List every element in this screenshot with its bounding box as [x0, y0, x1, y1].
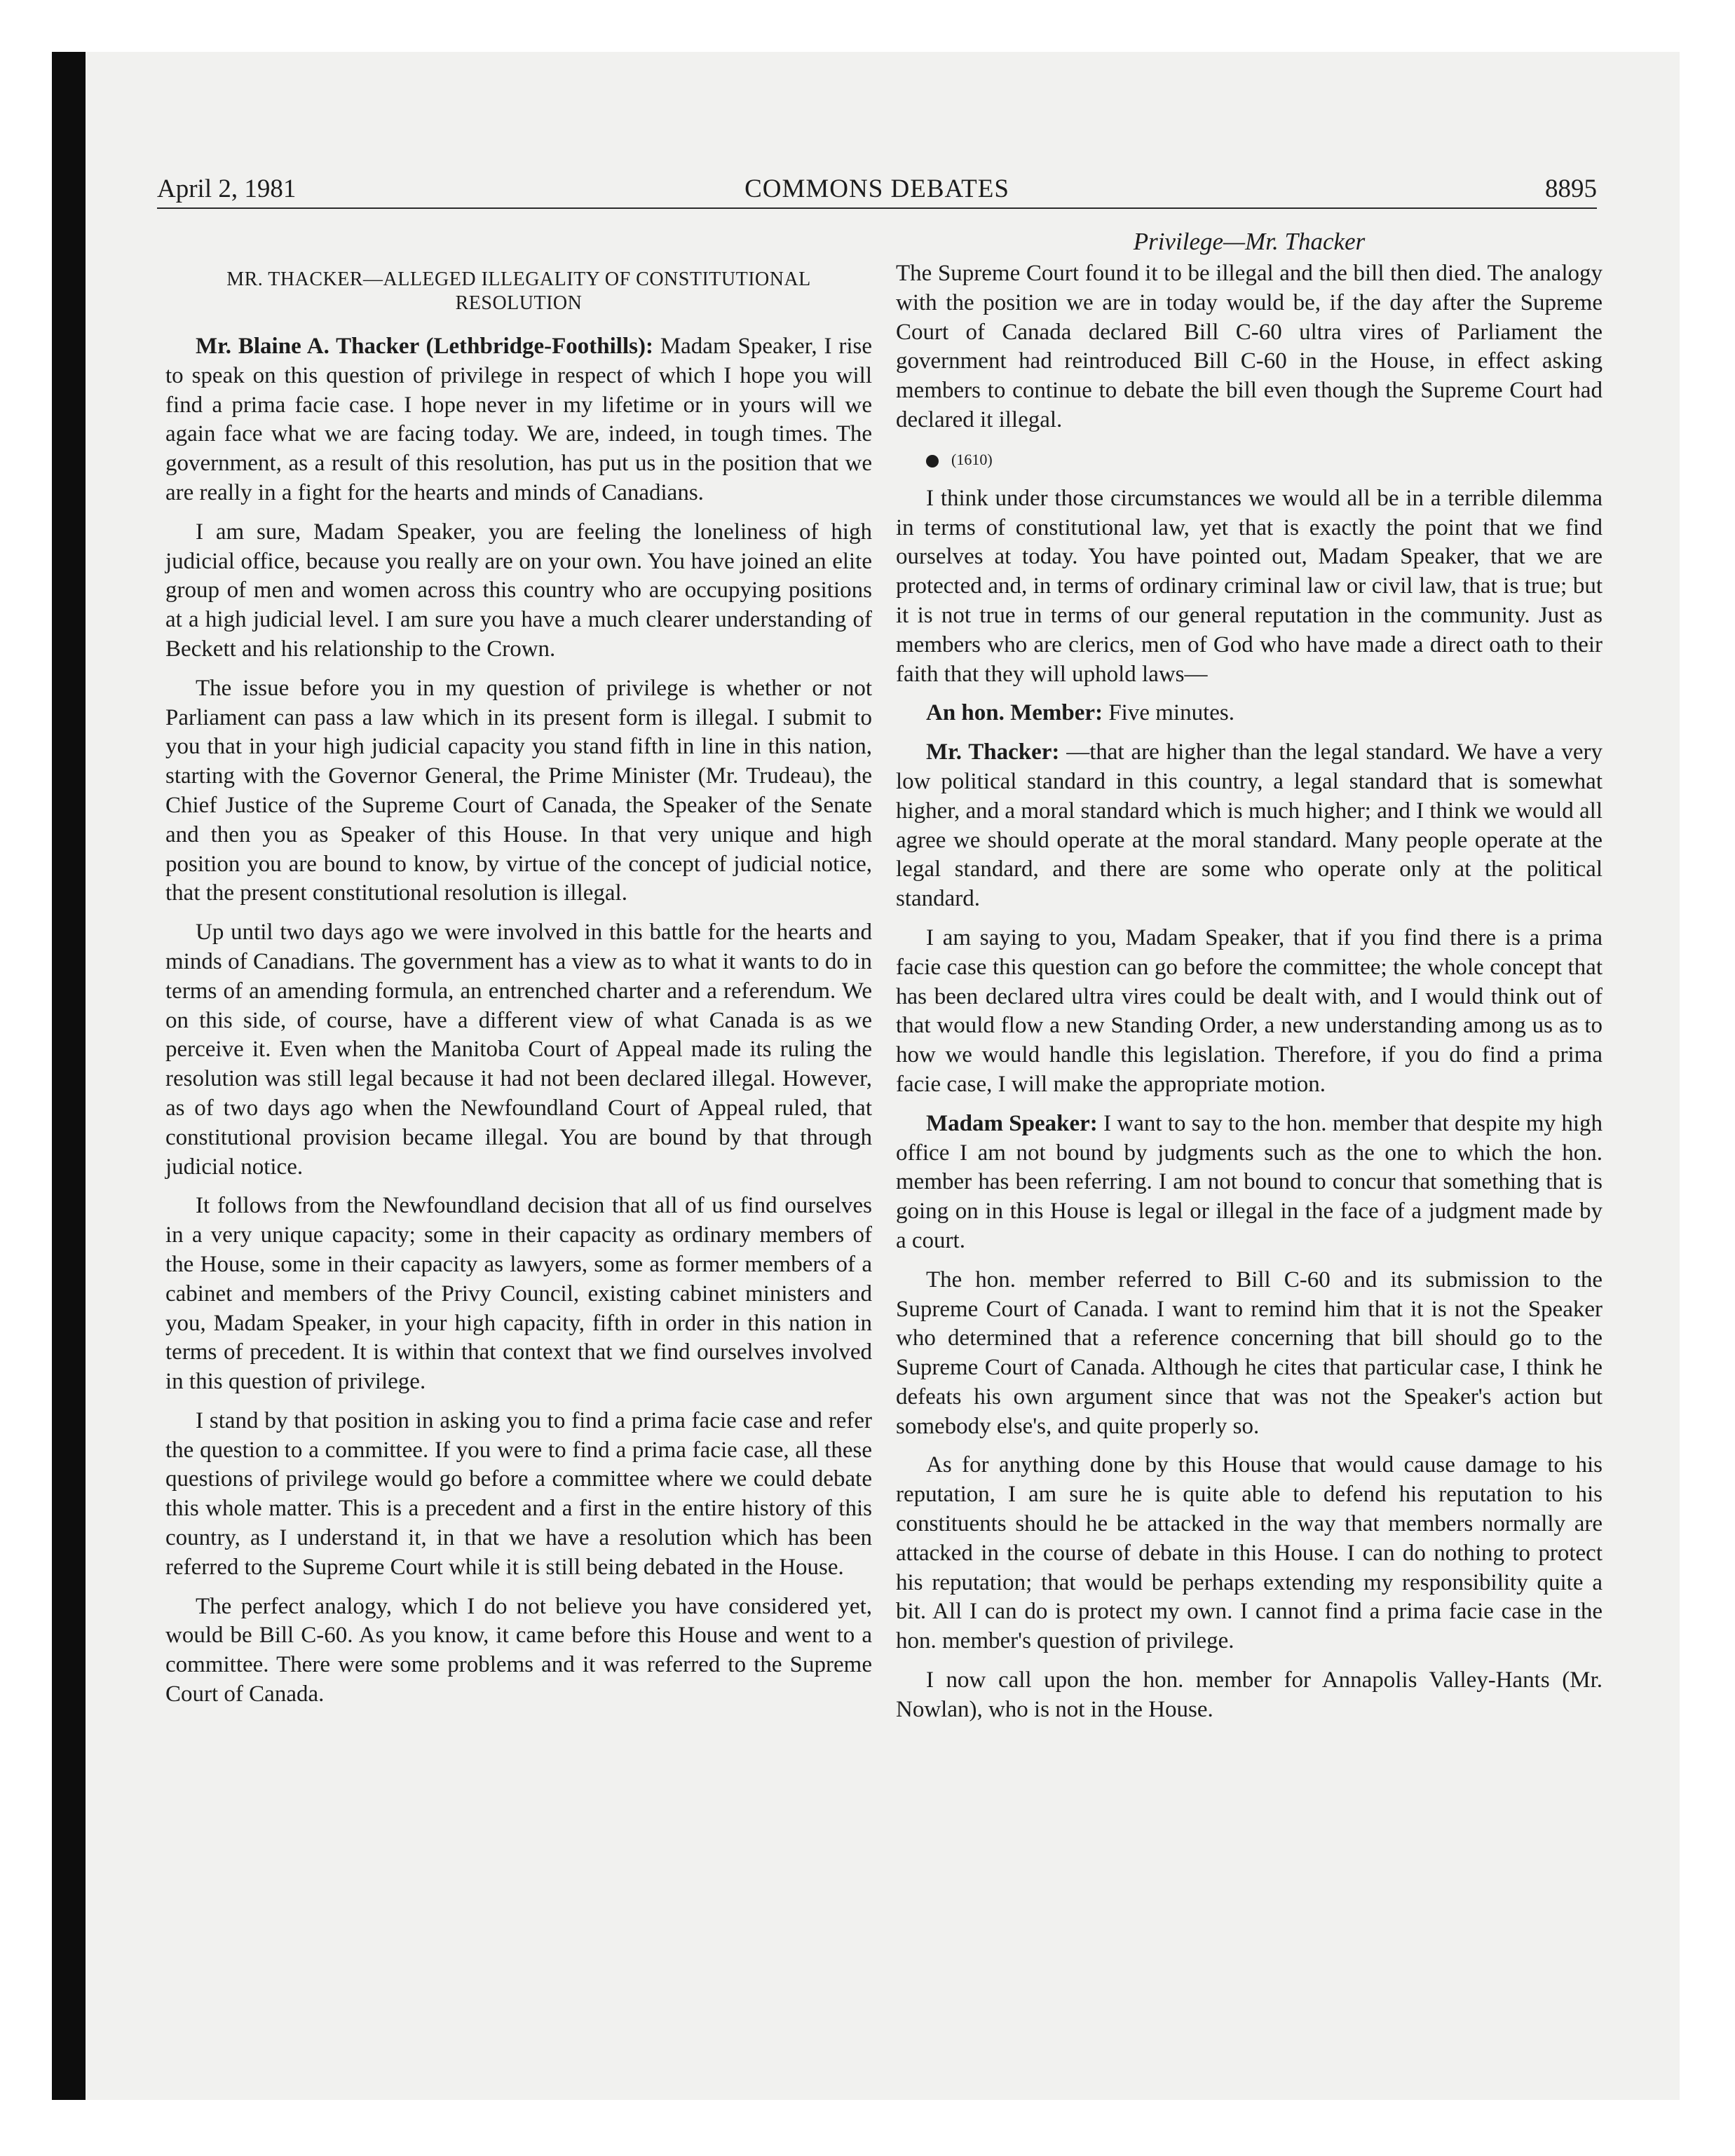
paragraph: I now call upon the hon. member for Annapolis Valley-Hants (Mr. Nowlan), who is not in the House. [896, 1667, 1603, 1722]
speech-text: Five minutes. [1108, 700, 1234, 726]
speaker-name: Mr. Thacker: [926, 739, 1060, 765]
paragraph: The hon. member referred to Bill C-60 and its submission to the Supreme Court of Canada. I want to remind him that it is not the Speaker who determined that a reference concerning that bill should go to the Supreme Court of Canada. Although he cites that particular case, I think he defeats his own argument since that was not the Speaker's action but somebody else's, and quite properly so. [896, 1267, 1603, 1439]
paragraph: As for anything done by this House that would cause damage to his reputation, I am sure he is quite able to defend his reputation to his constituents should he be attacked in the way that members normally are attacked in the course of debate in this House. I can do nothing to protect his reputation; that would be perhaps extending my responsibility quite a bit. All I can do is protect my own. I cannot find a prima facie case in the hon. member's question of privilege. [896, 1452, 1603, 1654]
speaker-name: Mr. Blaine A. Thacker (Lethbridge-Foothills): [196, 334, 653, 359]
paragraph [896, 1110, 1603, 1256]
speech-text: I want to say to the hon. member that despite my high office I am not bound by judgments such as the one to which the hon. member has been referring. I am not bound to concur that something that is going on in this House is legal or illegal in the face of a judgment made by a court. [896, 1110, 1603, 1253]
binding-edge [52, 52, 86, 2100]
paragraph: I stand by that position in asking you to find a prima facie case and refer the question to a committee. If you were to find a prima facie case, all these questions of privilege would go before a committee where we could debate this whole matter. This is a precedent and a first in the entire history of this country, as I understand it, in that we have a resolution which has been referred to the Supreme Court while it is still being debated in the House. [165, 1407, 872, 1580]
paragraph [165, 332, 872, 508]
running-head: Privilege—Mr. Thacker [1133, 228, 1366, 255]
page-header [157, 172, 1597, 206]
bullet-icon [926, 455, 939, 468]
paragraph: The perfect analogy, which I do not believe you have considered yet, would be Bill C-60. As you know, it came before this House and went to a committee. There were some problems and it was referred to the Supreme Court of Canada. [165, 1593, 872, 1707]
paragraph [896, 699, 1603, 728]
right-column [896, 224, 1603, 1735]
paragraph: Up until two days ago we were involved in this battle for the hearts and minds of Canadians. The government has a view as to what it wants to do in terms of an amending formula, an entrenched charter and a referendum. We on this side, of course, have a different view of what Canada is as we perceive it. Even when the Manitoba Court of Appeal made its ruling the resolution was still legal because it had not been declared illegal. However, as of two days ago when the Newfoundland Court of Appeal ruled, that constitutional provision became illegal. You are bound by that through judicial notice. [165, 920, 872, 1180]
paragraph: I am sure, Madam Speaker, you are feeling the loneliness of high judicial office, because you really are on your own. You have joined an elite group of men and women across this country who are occupying positions at a high judicial level. I am sure you have a much clearer understanding of Beckett and his relationship to the Crown. [165, 519, 872, 662]
speaker-name: Madam Speaker: [926, 1110, 1098, 1136]
paragraph [896, 738, 1603, 914]
header-date: April 2, 1981 [157, 175, 297, 203]
header-page-number: 8895 [1545, 175, 1597, 203]
section-heading: MR. THACKER—ALLEGED ILLEGALITY OF CONSTITUTIONAL RESOLUTION [226, 268, 811, 314]
paragraph: I think under those circumstances we would all be in a terrible dilemma in terms of constitutional law, yet that is exactly the point that we find ourselves at today. You have pointed out, Madam Speaker, that we are protected and, in terms of ordinary criminal law or civil law, that is true; but it is not true in terms of our general reputation in the community. Just as members who are clerics, men of God who have made a direct oath to their faith that they will uphold laws— [896, 485, 1603, 687]
left-column [165, 268, 872, 1719]
header-rule [157, 207, 1597, 209]
paragraph: The issue before you in my question of privilege is whether or not Parliament can pass a law which in its present form is illegal. I submit to you that in your high judicial capacity you stand fifth in line in this nation, starting with the Governor General, the Prime Minister (Mr. Trudeau), the Chief Justice of the Supreme Court of Canada, the Speaker of the Senate and then you as Speaker of this House. In that very unique and high position you are bound to know, by virtue of the concept of judicial notice, that the present constitutional resolution is illegal. [165, 675, 872, 906]
time-stamp [896, 445, 1603, 475]
paragraph: I am saying to you, Madam Speaker, that if you find there is a prima facie case this question can go before the committee; the whole concept that has been declared ultra vires could be dealt with, and I would think out of that would flow a new Standing Order, a new understanding among us as to how we would handle this legislation. Therefore, if you do find a prima facie case, I will make the appropriate motion. [896, 925, 1603, 1097]
speaker-name: An hon. Member: [926, 700, 1103, 726]
speech-text: Madam Speaker, I rise to speak on this question of privilege in respect of which I hope you will find a prima facie case. I hope never in my lifetime or in yours will we again face what we are facing today. We are, indeed, in tough times. The government, as a result of this resolution, has put us in the position that we are really in a fight for the hearts and minds of Canadians. [165, 334, 873, 505]
paragraph: The Supreme Court found it to be illegal and the bill then died. The analogy with the position we are in today would be, if the day after the Supreme Court of Canada declared Bill C-60 ultra vires of Parliament the government had reintroduced Bill C-60 in the House, in effect asking members to continue to debate the bill even though the Supreme Court had declared it illegal. [896, 261, 1603, 432]
header-journal-title: COMMONS DEBATES [744, 175, 1009, 203]
paragraph: It follows from the Newfoundland decision that all of us find ourselves in a very unique capacity; some in their capacity as ordinary members of the House, some in their capacity as lawyers, some as former members of a cabinet and members of the Privy Council, existing cabinet ministers and you, Madam Speaker, in your high capacity, fifth in order in this nation in terms of precedent. It is within that context that we find ourselves involved in this question of privilege. [165, 1193, 872, 1395]
time-stamp-text: (1610) [951, 450, 993, 468]
speech-text: —that are higher than the legal standard. We have a very low political standard in this country, a legal standard that is somewhat higher, and a moral standard which is much higher; and I think we would all agree we should operate at the moral standard. Many people operate at the legal standard, and there are some who operate only at the political standard. [896, 739, 1603, 912]
